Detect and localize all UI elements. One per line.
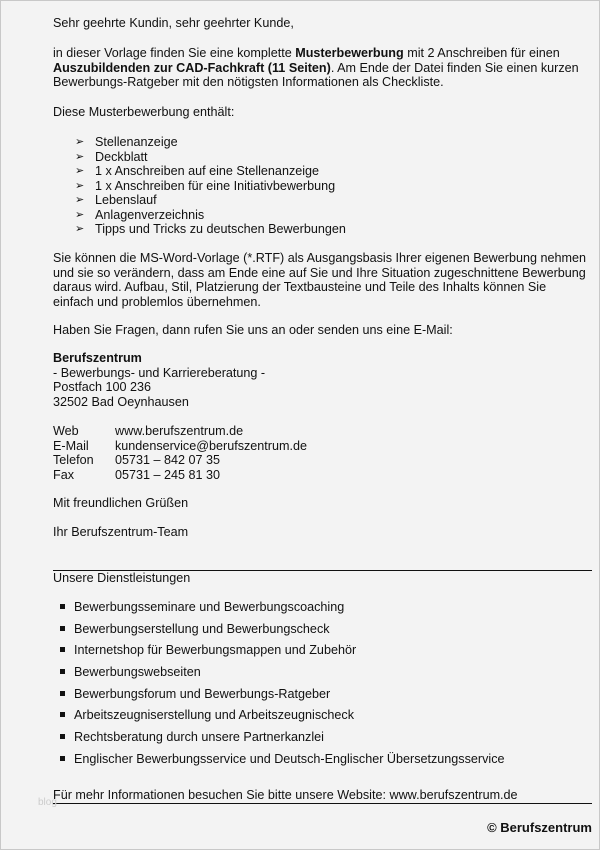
address-street: Postfach 100 236 <box>53 380 152 395</box>
copyright: © Berufszentrum <box>487 820 592 835</box>
contents-item <box>75 164 346 179</box>
service-label: Rechtsberatung durch unsere Partnerkanzlei <box>74 730 324 745</box>
services-heading: Unsere Dienstleistungen <box>53 571 191 585</box>
contents-item <box>75 179 346 194</box>
usage-line: einfach und problemlos übernehmen. <box>53 294 261 309</box>
service-label: Bewerbungserstellung und Bewerbungscheck <box>74 621 330 636</box>
contents-item-label: 1 x Anschreiben auf eine Stellenanzeige <box>95 164 320 178</box>
service-label: Bewerbungsforum und Bewerbungs-Ratgeber <box>74 686 331 701</box>
arrow-bullet-icon: ➢ <box>75 165 85 177</box>
contents-item <box>75 193 346 208</box>
contents-item-label: Lebenslauf <box>95 193 157 207</box>
intro-text: . Am Ende der Datei finden Sie einen kurzen <box>330 60 579 75</box>
service-item <box>60 752 505 774</box>
contact-label: Telefon <box>53 453 94 468</box>
address-city: 32502 Bad Oeynhausen <box>53 394 189 409</box>
company-subtitle: - Bewerbungs- und Karriereberatung - <box>53 365 266 380</box>
closing: Mit freundlichen Grüßen <box>53 496 189 510</box>
square-bullet-icon <box>60 669 65 674</box>
service-item <box>60 708 505 730</box>
contact-value: 05731 – 245 81 30 <box>115 467 221 482</box>
service-label: Bewerbungswebseiten <box>74 665 201 680</box>
square-bullet-icon <box>60 647 65 652</box>
signature: Ihr Berufszentrum-Team <box>53 525 189 539</box>
intro-text: mit 2 Anschreiben für einen <box>403 46 560 60</box>
service-item <box>60 622 505 644</box>
square-bullet-icon <box>60 691 65 696</box>
service-label: Internetshop für Bewerbungsmappen und Zubehör <box>74 643 357 658</box>
contact-label: Fax <box>53 467 74 482</box>
usage-paragraph <box>53 251 586 309</box>
intro-bold-2: Auszubildenden zur CAD-Fachkraft (11 Seiten) <box>53 60 331 75</box>
service-item <box>60 643 505 665</box>
arrow-bullet-icon: ➢ <box>75 136 85 148</box>
company-name: Berufszentrum <box>53 351 142 365</box>
contact-label: Web <box>53 424 79 438</box>
contact-value: www.berufszentrum.de <box>115 424 244 438</box>
services-list <box>60 600 505 774</box>
contents-list <box>75 135 346 237</box>
service-label: Arbeitszeugniserstellung und Arbeitszeugnischeck <box>74 708 355 723</box>
square-bullet-icon <box>60 712 65 717</box>
contact-row <box>53 453 307 468</box>
contents-item-label: Tipps und Tricks zu deutschen Bewerbungen <box>95 222 346 236</box>
square-bullet-icon <box>60 604 65 609</box>
intro-text: Bewerbungs-Ratgeber mit den nötigsten Informationen als Checkliste. <box>53 75 444 90</box>
arrow-bullet-icon: ➢ <box>75 208 85 221</box>
greeting: Sehr geehrte Kundin, sehr geehrter Kunde, <box>53 16 294 30</box>
square-bullet-icon <box>60 756 65 761</box>
contents-item-label: Deckblatt <box>95 149 148 164</box>
usage-line: Sie können die MS-Word-Vorlage (*.RTF) als Ausgangsbasis Ihrer eigenen Bewerbung nehmen <box>53 251 586 265</box>
watermark: blog <box>38 797 57 808</box>
contents-item-label: Anlagenverzeichnis <box>95 207 205 222</box>
contact-row <box>53 439 307 454</box>
divider <box>53 803 592 804</box>
square-bullet-icon <box>60 626 65 631</box>
arrow-bullet-icon: ➢ <box>75 223 85 235</box>
usage-line: und sie so verändern, dass am Ende eine auf Sie und Ihre Situation zugeschnittene Bewerbung <box>53 265 586 280</box>
service-item <box>60 730 505 752</box>
intro-paragraph <box>53 46 579 90</box>
arrow-bullet-icon: ➢ <box>75 179 85 192</box>
service-label: Bewerbungsseminare und Bewerbungscoaching <box>74 600 345 614</box>
usage-line: daraus wird. Aufbau, Stil, Platzierung der Textbausteine und Teile des Inhalts können Sie <box>53 280 547 295</box>
service-item <box>60 600 505 622</box>
contents-heading: Diese Musterbewerbung enthält: <box>53 105 235 119</box>
contact-block <box>53 424 307 482</box>
contents-item-label: Stellenanzeige <box>95 135 178 149</box>
questions-text: Haben Sie Fragen, dann rufen Sie uns an oder senden uns eine E-Mail: <box>53 323 453 337</box>
more-info: Für mehr Informationen besuchen Sie bitte unsere Website: www.berufszentrum.de <box>53 788 518 802</box>
contents-item <box>75 208 346 223</box>
contact-label: E-Mail <box>53 438 89 453</box>
contents-item <box>75 150 346 165</box>
service-label: Englischer Bewerbungsservice und Deutsch-Englischer Übersetzungsservice <box>74 751 505 766</box>
service-item <box>60 687 505 709</box>
contact-value: kundenservice@berufszentrum.de <box>115 438 307 453</box>
intro-text: in dieser Vorlage finden Sie eine komplette <box>53 46 296 60</box>
address-block <box>53 351 265 409</box>
contact-value: 05731 – 842 07 35 <box>115 453 221 468</box>
contents-item <box>75 222 346 237</box>
arrow-bullet-icon: ➢ <box>75 150 85 163</box>
contact-row <box>53 424 307 439</box>
intro-bold-1: Musterbewerbung <box>295 46 404 60</box>
service-item <box>60 665 505 687</box>
arrow-bullet-icon: ➢ <box>75 194 85 206</box>
contact-row <box>53 468 307 483</box>
square-bullet-icon <box>60 734 65 739</box>
contents-item-label: 1 x Anschreiben für eine Initiativbewerbung <box>95 178 336 193</box>
contents-item <box>75 135 346 150</box>
